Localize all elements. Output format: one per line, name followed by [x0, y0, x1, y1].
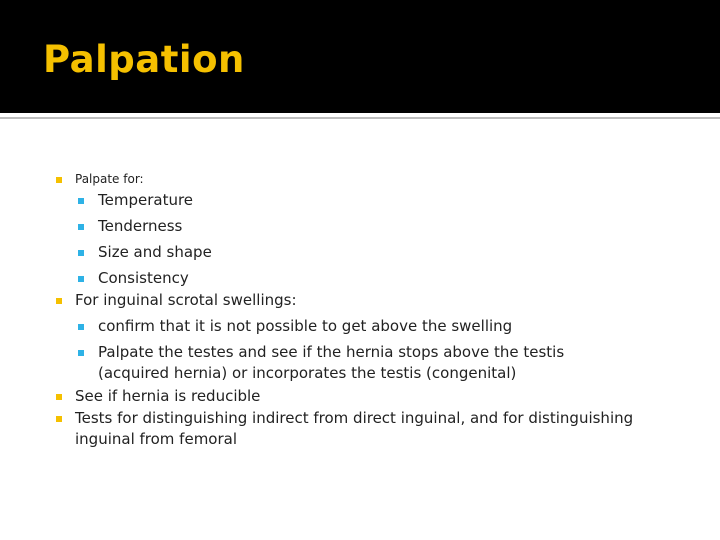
- sub-bullet-marker-icon: [78, 224, 84, 230]
- bullet-marker-icon: [56, 416, 62, 422]
- sub-bullet-marker-icon: [78, 350, 84, 356]
- list-item: Tests for distinguishing indirect from direct inguinal, and for distinguishing inguinal from femoral: [75, 409, 634, 448]
- list-item: Temperature: [98, 191, 194, 209]
- list-item: confirm that it is not possible to get above the swelling: [98, 317, 513, 335]
- divider: [0, 117, 720, 119]
- list-item: See if hernia is reducible: [75, 387, 261, 405]
- list-item: For inguinal scrotal swellings:: [75, 291, 297, 309]
- sub-bullet-marker-icon: [78, 250, 84, 256]
- sub-bullet-marker-icon: [78, 198, 84, 204]
- list-item: Size and shape: [98, 243, 212, 261]
- list-item: Consistency: [98, 269, 189, 287]
- sub-bullet-marker-icon: [78, 276, 84, 282]
- bullet-marker-icon: [56, 394, 62, 400]
- sub-bullet-marker-icon: [78, 324, 84, 330]
- bullet-marker-icon: [56, 177, 62, 183]
- list-item: Palpate the testes and see if the hernia stops above the testis (acquired hernia) or incorporates the testis (congenital): [98, 343, 565, 382]
- title-bar: [0, 0, 720, 113]
- slide-title: Palpation: [43, 38, 245, 81]
- bullet-marker-icon: [56, 298, 62, 304]
- list-item: Tenderness: [98, 217, 183, 235]
- list-item: Palpate for:: [75, 172, 144, 186]
